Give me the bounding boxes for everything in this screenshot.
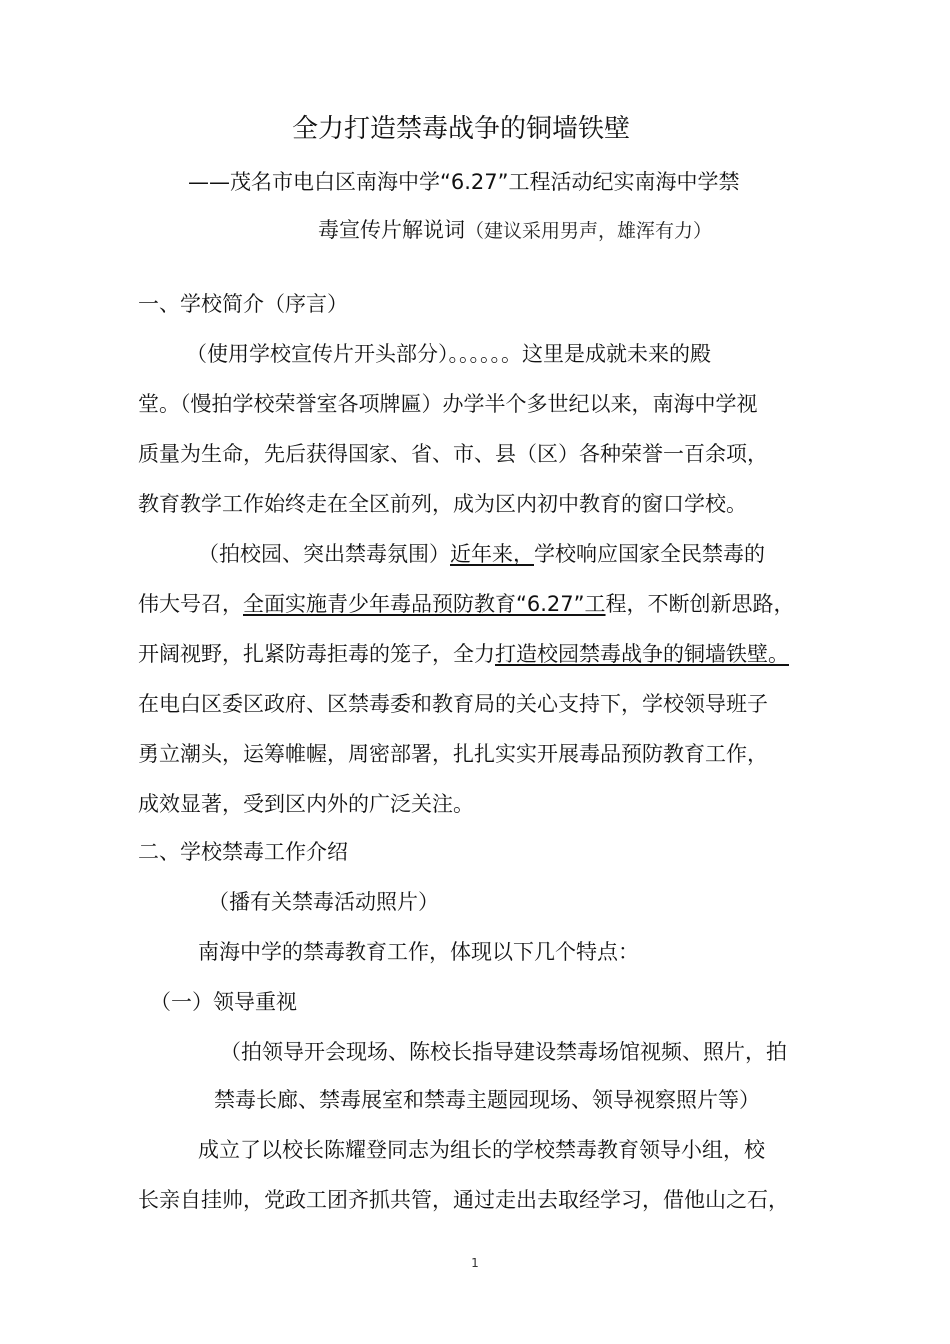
- paragraph3-line1: 成立了以校长陈耀登同志为组长的学校禁毒教育领导小组，校: [198, 1138, 765, 1162]
- subtitle-text: 毒宣传片解说词: [318, 218, 465, 242]
- paragraph1-line1: （使用学校宣传片开头部分）。。。。。。这里是成就未来的殿: [186, 342, 711, 366]
- p2-l2-underlined: 全面实施青少年毒品预防教育“6.27”工: [243, 592, 606, 616]
- subsection1-heading: （一）领导重视: [150, 990, 297, 1014]
- p2-l3-underlined: 打造校园禁毒战争的铜墙铁壁。: [495, 642, 789, 666]
- document-title: 全力打造禁毒战争的铜墙铁壁: [292, 114, 631, 144]
- paragraph2-line1: [198, 540, 765, 568]
- paragraph2-line3: [138, 640, 789, 668]
- paragraph2-line4: 在电白区委区政府、区禁毒委和教育局的关心支持下，学校领导班子: [138, 692, 768, 716]
- paragraph1-line2: 堂。（慢拍学校荣誉室各项牌匾）办学半个多世纪以来，南海中学视: [138, 392, 758, 416]
- paragraph1-line3: 质量为生命，先后获得国家、省、市、县（区）各种荣誉一百余项，: [138, 442, 768, 466]
- document-subtitle-line2: [318, 216, 712, 245]
- paragraph2-line6: 成效显著，受到区内外的广泛关注。: [138, 792, 474, 816]
- section2-intro: 南海中学的禁毒教育工作，体现以下几个特点：: [198, 940, 639, 964]
- paragraph1-line4: 教育教学工作始终走在全区前列，成为区内初中教育的窗口学校。: [138, 492, 747, 516]
- subtitle-note: （建议采用男声，雄浑有力）: [465, 220, 713, 242]
- p2-l2-c: 程，不断创新思路，: [605, 592, 795, 616]
- subsection1-note-line2: 禁毒长廊、禁毒展室和禁毒主题园现场、领导视察照片等）: [214, 1088, 760, 1112]
- p2-l1-a: （拍校园、突出禁毒氛围）: [198, 542, 450, 566]
- paragraph2-line2: [138, 590, 795, 618]
- section2-note: （播有关禁毒活动照片）: [208, 890, 439, 914]
- paragraph2-line5: 勇立潮头，运筹帷幄，周密部署，扎扎实实开展毒品预防教育工作，: [138, 742, 768, 766]
- subsection1-note-line1: （拍领导开会现场、陈校长指导建设禁毒场馆视频、照片，拍: [220, 1040, 787, 1064]
- p2-l3-a: 开阔视野，扎紧防毒拒毒的笼子，全力: [138, 642, 495, 666]
- page-number: 1: [471, 1256, 479, 1270]
- p2-l1-c: 学校响应国家全民禁毒的: [534, 542, 765, 566]
- paragraph3-line2: 长亲自挂帅，党政工团齐抓共管，通过走出去取经学习，借他山之石，: [138, 1188, 789, 1212]
- p2-l2-a: 伟大号召，: [138, 592, 243, 616]
- section2-heading: 二、学校禁毒工作介绍: [138, 840, 348, 864]
- document-subtitle-line1: ——茂名市电白区南海中学“6.27”工程活动纪实南海中学禁: [188, 170, 740, 194]
- p2-l1-underlined: 近年来，: [450, 542, 534, 566]
- section1-heading: 一、学校简介（序言）: [138, 292, 348, 316]
